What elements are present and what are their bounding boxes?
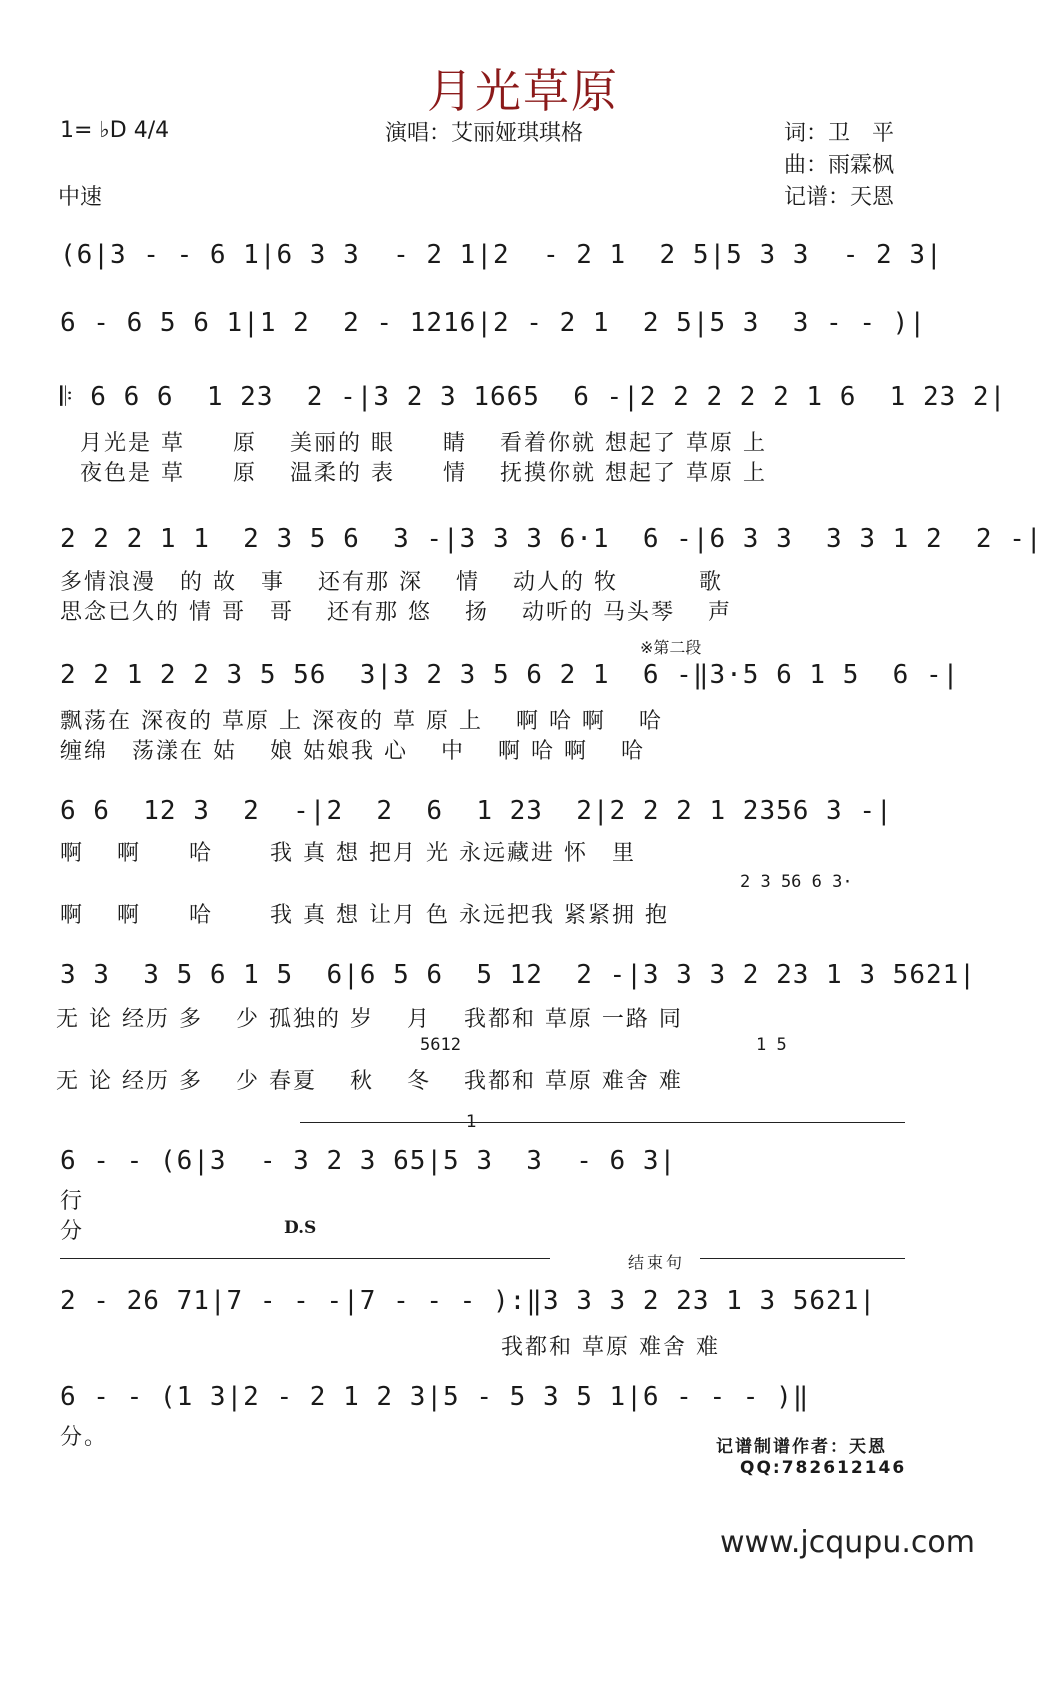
key-signature: 1= ♭D 4/4	[60, 118, 170, 143]
volta-number: 1	[466, 1112, 477, 1132]
notation-row-6: 6 6 12 3 2 -|2 2 6 1 23 2|2 2 2 1 2356 3 -|	[60, 796, 893, 826]
singer-credit: 演唱：艾丽娅琪琪格	[385, 121, 584, 146]
ending-section-label: 结束句	[628, 1253, 686, 1272]
notation-row-9: 2 - 26 71|7 - - -|7 - - - ):‖3 3 3 2 23 1 3 5621|	[60, 1286, 877, 1316]
lyric-row-10: 分。	[60, 1425, 109, 1450]
lyricist-credit: 词：卫 平	[784, 121, 895, 146]
notation-row-8: 6 - - (6|3 - 3 2 3 65|5 3 3 - 6 3|	[60, 1146, 677, 1176]
notation-row-3: 𝄆 6 6 6 1 23 2 -|3 2 3 1665 6 -|2 2 2 2 2 1 6 1 23 2|	[60, 382, 1007, 412]
notation-row-5: 2 2 1 2 2 3 5 56 3|3 2 3 5 6 2 1 6 -‖3·5 6 1 5 6 -|	[60, 660, 960, 690]
notation-row-4: 2 2 2 1 1 2 3 5 6 3 -|3 3 3 6·1 6 -|6 3 3 3 3 1 2 2 -|	[60, 524, 1043, 554]
tempo-marking: 中速	[58, 185, 103, 210]
notation-row-7: 3 3 3 5 6 1 5 6|6 5 6 5 12 2 -|3 3 3 2 23 1 3 5621|	[60, 960, 976, 990]
coda-line-right	[700, 1258, 905, 1259]
transcription-credit: 记谱制谱作者：天恩	[716, 1437, 887, 1457]
lyric-row-7b: 无 论 经历 多 少 春夏 秋 冬 我都和 草原 难舍 难	[56, 1069, 683, 1094]
lyric-row-4b: 思念已久的 情 哥 哥 还有那 悠 扬 动听的 马头琴 声	[60, 600, 732, 625]
alt-notation-6: 2 3 56 6 3·	[740, 872, 853, 892]
lyric-row-5a: 飘荡在 深夜的 草原 上 深夜的 草 原 上 啊 哈 啊 哈	[60, 709, 663, 734]
lyric-row-9: 我都和 草原 难舍 难	[60, 1335, 720, 1360]
lyric-row-6b: 啊 啊 哈 我 真 想 让月 色 永远把我 紧紧拥 抱	[60, 903, 669, 928]
alt-notation-7a: 5612	[420, 1035, 461, 1055]
lyric-row-3a: 月光是 草 原 美丽的 眼 睛 看着你就 想起了 草原 上	[80, 431, 767, 456]
contact-qq: QQ:782612146	[740, 1458, 907, 1478]
song-title: 月光草原	[427, 64, 619, 118]
composer-credit: 曲：雨霖枫	[784, 153, 895, 178]
volta-bracket	[300, 1122, 905, 1123]
lyric-row-6a: 啊 啊 哈 我 真 想 把月 光 永远藏进 怀 里	[60, 841, 636, 866]
lyric-row-4a: 多情浪漫 的 故 事 还有那 深 情 动人的 牧 歌	[60, 570, 723, 595]
alt-notation-7b: 1 5	[756, 1035, 787, 1055]
coda-line-left	[60, 1258, 550, 1259]
lyric-row-7a: 无 论 经历 多 少 孤独的 岁 月 我都和 草原 一路 同	[56, 1007, 683, 1032]
dal-segno-marking: D.S	[284, 1218, 317, 1238]
notation-row-intro-1: (6|3 - - 6 1|6 3 3 - 2 1|2 - 2 1 2 5|5 3 3 - 2 3|	[60, 240, 943, 270]
website-watermark: www.jcqupu.com	[720, 1525, 975, 1560]
lyric-row-5b: 缠绵 荡漾在 姑 娘 姑娘我 心 中 啊 哈 啊 哈	[60, 739, 645, 764]
notation-row-10: 6 - - (1 3|2 - 2 1 2 3|5 - 5 3 5 1|6 - - - )‖	[60, 1382, 810, 1412]
lyric-row-8a: 行	[60, 1189, 85, 1214]
segno-second-section: ※第二段	[640, 638, 702, 657]
transcriber-credit: 记谱：天恩	[784, 185, 895, 210]
lyric-row-8b: 分	[60, 1219, 85, 1244]
notation-row-intro-2: 6 - 6 5 6 1|1 2 2 - 1216|2 - 2 1 2 5|5 3 3 - - )|	[60, 308, 926, 338]
lyric-row-3b: 夜色是 草 原 温柔的 表 情 抚摸你就 想起了 草原 上	[80, 461, 767, 486]
